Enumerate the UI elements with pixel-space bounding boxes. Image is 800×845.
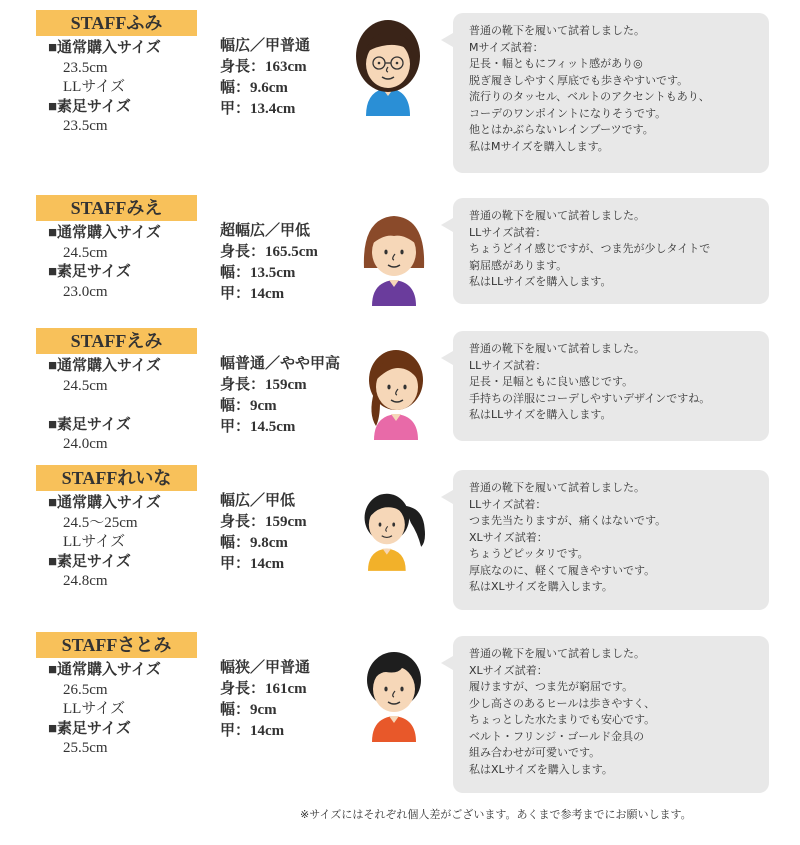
comment-line: Mサイズ試着： [469, 40, 544, 54]
disclaimer-note: ※サイズにはそれぞれ個人差がございます。あくまで参考までにお願いします。 [300, 808, 692, 821]
foot-width: 幅：9cm [220, 398, 277, 414]
comment-bubble [453, 470, 769, 610]
comment-line: 普通の靴下を履いて試着しました。 [469, 24, 645, 37]
comment-line: LLサイズ試着： [469, 497, 547, 511]
size-info [48, 224, 161, 302]
comment-line: 少し高さのあるヒールは歩きやすく、 [469, 696, 656, 710]
comment-line: XLサイズ試着： [469, 530, 548, 544]
comment-line: 手持ちの洋服にコーデしやすいデザインですね。 [469, 391, 711, 405]
size-value: 24.0cm [63, 436, 108, 452]
comment-line: 普通の靴下を履いて試着しました。 [469, 342, 645, 355]
instep: 甲：13.4cm [220, 101, 296, 117]
size-value: 24.8cm [63, 573, 108, 589]
size-value: LLサイズ [63, 534, 126, 550]
size-value: 23.5cm [63, 118, 108, 134]
comment-line: 窮屈感があります。 [469, 258, 568, 272]
comment-line: 私はLLサイズを購入します。 [469, 408, 612, 421]
staff-name-tag: STAFFれいな [36, 465, 197, 491]
comment-line: 私はXLサイズを購入します。 [469, 580, 613, 593]
foot-type: 超幅広／甲低 [220, 223, 311, 239]
foot-type: 幅狭／甲普通 [220, 660, 311, 676]
foot-width: 幅：9.6cm [220, 80, 288, 96]
size-value: 24.5cm [63, 377, 108, 394]
comment-bubble [453, 636, 769, 793]
comment-line: 私はLLサイズを購入します。 [469, 275, 612, 288]
size-value: 23.5cm [63, 59, 108, 76]
comment-line: ベルト・フリンジ・ゴールド金具の [469, 729, 645, 743]
instep: 甲：14.5cm [220, 419, 296, 435]
size-heading: ■素足サイズ [48, 720, 131, 737]
size-value: LLサイズ [63, 701, 126, 717]
size-heading: ■素足サイズ [48, 98, 131, 115]
comment-line: LLサイズ試着： [469, 358, 547, 372]
foot-width: 幅：9.8cm [220, 535, 288, 551]
size-heading: ■通常購入サイズ [48, 225, 161, 241]
size-info [48, 39, 161, 137]
comment-bubble [453, 13, 769, 173]
woman-side-ponytail-avatar-icon [360, 340, 432, 440]
comment-line: 流行りのタッセル、ベルトのアクセントもあり、 [469, 90, 710, 103]
comment-line: 他とはかぶらないレインブーツです。 [469, 123, 654, 136]
foot-measurements [220, 658, 310, 742]
size-value: 24.5cm [63, 244, 108, 261]
instep: 甲：14cm [220, 723, 285, 739]
comment-line: 足長・幅ともにフィット感があり◎ [469, 57, 643, 70]
comment-line: 厚底なのに、軽くて履きやすいです。 [469, 563, 656, 577]
comment-bubble [453, 331, 769, 441]
foot-measurements [220, 491, 307, 575]
size-heading: ■素足サイズ [48, 553, 131, 570]
size-value: LLサイズ [63, 79, 126, 95]
size-heading: ■素足サイズ [48, 264, 131, 280]
instep: 甲：14cm [220, 556, 285, 572]
woman-ponytail-avatar-icon [356, 478, 428, 578]
comment-line: 脱ぎ履きしやすく厚底でも歩きやすいです。 [469, 73, 689, 87]
size-value: 26.5cm [63, 681, 108, 698]
foot-type: 幅広／甲低 [220, 493, 296, 509]
size-heading: ■素足サイズ [48, 416, 131, 433]
height: 身長：163cm [220, 59, 307, 75]
comment-line: つま先当たりますが、痛くはないです。 [469, 514, 667, 527]
comment-line: 履けますが、つま先が窮屈です。 [469, 680, 634, 693]
comment-line: ちょっとした水たまりでも安心です。 [469, 713, 656, 726]
woman-bob-avatar-icon [358, 206, 430, 306]
comment-line: 足長・足幅ともに良い感じです。 [469, 375, 634, 388]
size-heading: ■通常購入サイズ [48, 662, 161, 678]
comment-line: 普通の靴下を履いて試着しました。 [469, 209, 645, 222]
comment-line: 組み合わせが可愛いです。 [469, 746, 601, 759]
size-info [48, 494, 161, 592]
comment-line: 普通の靴下を履いて試着しました。 [469, 647, 645, 660]
size-heading: ■通常購入サイズ [48, 40, 161, 56]
staff-name-tag: STAFFみえ [36, 195, 197, 221]
staff-name-tag: STAFFさとみ [36, 632, 197, 658]
size-value: 25.5cm [63, 740, 108, 756]
instep: 甲：14cm [220, 286, 285, 302]
height: 身長：159cm [220, 514, 307, 530]
foot-type: 幅広／甲普通 [220, 38, 311, 54]
woman-short-hair-avatar-icon [358, 642, 430, 742]
height: 身長：165.5cm [220, 244, 318, 260]
size-heading: ■通常購入サイズ [48, 358, 161, 374]
foot-measurements [220, 221, 318, 305]
foot-width: 幅：13.5cm [220, 265, 296, 281]
comment-line: コーデのワンポイントになりそうです。 [469, 106, 667, 120]
comment-bubble [453, 198, 769, 304]
comment-line: 私はMサイズを購入します。 [469, 139, 609, 153]
foot-measurements [220, 354, 340, 438]
staff-name-tag: STAFFえみ [36, 328, 197, 354]
comment-line: ちょうどピッタリです。 [469, 547, 589, 560]
woman-glasses-avatar-icon [352, 16, 424, 116]
comment-line: LLサイズ試着： [469, 225, 547, 239]
comment-line: XLサイズ試着： [469, 663, 548, 677]
size-value: 24.5～25cm [63, 514, 138, 531]
comment-line: 普通の靴下を履いて試着しました。 [469, 481, 645, 494]
size-value: 23.0cm [63, 283, 108, 300]
foot-width: 幅：9cm [220, 702, 277, 718]
comment-line: ちょうどイイ感じですが、つま先が少しタイトで [469, 242, 711, 255]
size-spacer [48, 396, 161, 416]
height: 身長：159cm [220, 377, 307, 393]
size-info [48, 661, 161, 759]
staff-name-tag: STAFFふみ [36, 10, 197, 36]
foot-type: 幅普通／やや甲高 [220, 356, 341, 372]
comment-line: 私はXLサイズを購入します。 [469, 762, 613, 776]
size-heading: ■通常購入サイズ [48, 495, 161, 511]
foot-measurements [220, 36, 310, 120]
size-info [48, 357, 161, 455]
height: 身長：161cm [220, 681, 307, 697]
